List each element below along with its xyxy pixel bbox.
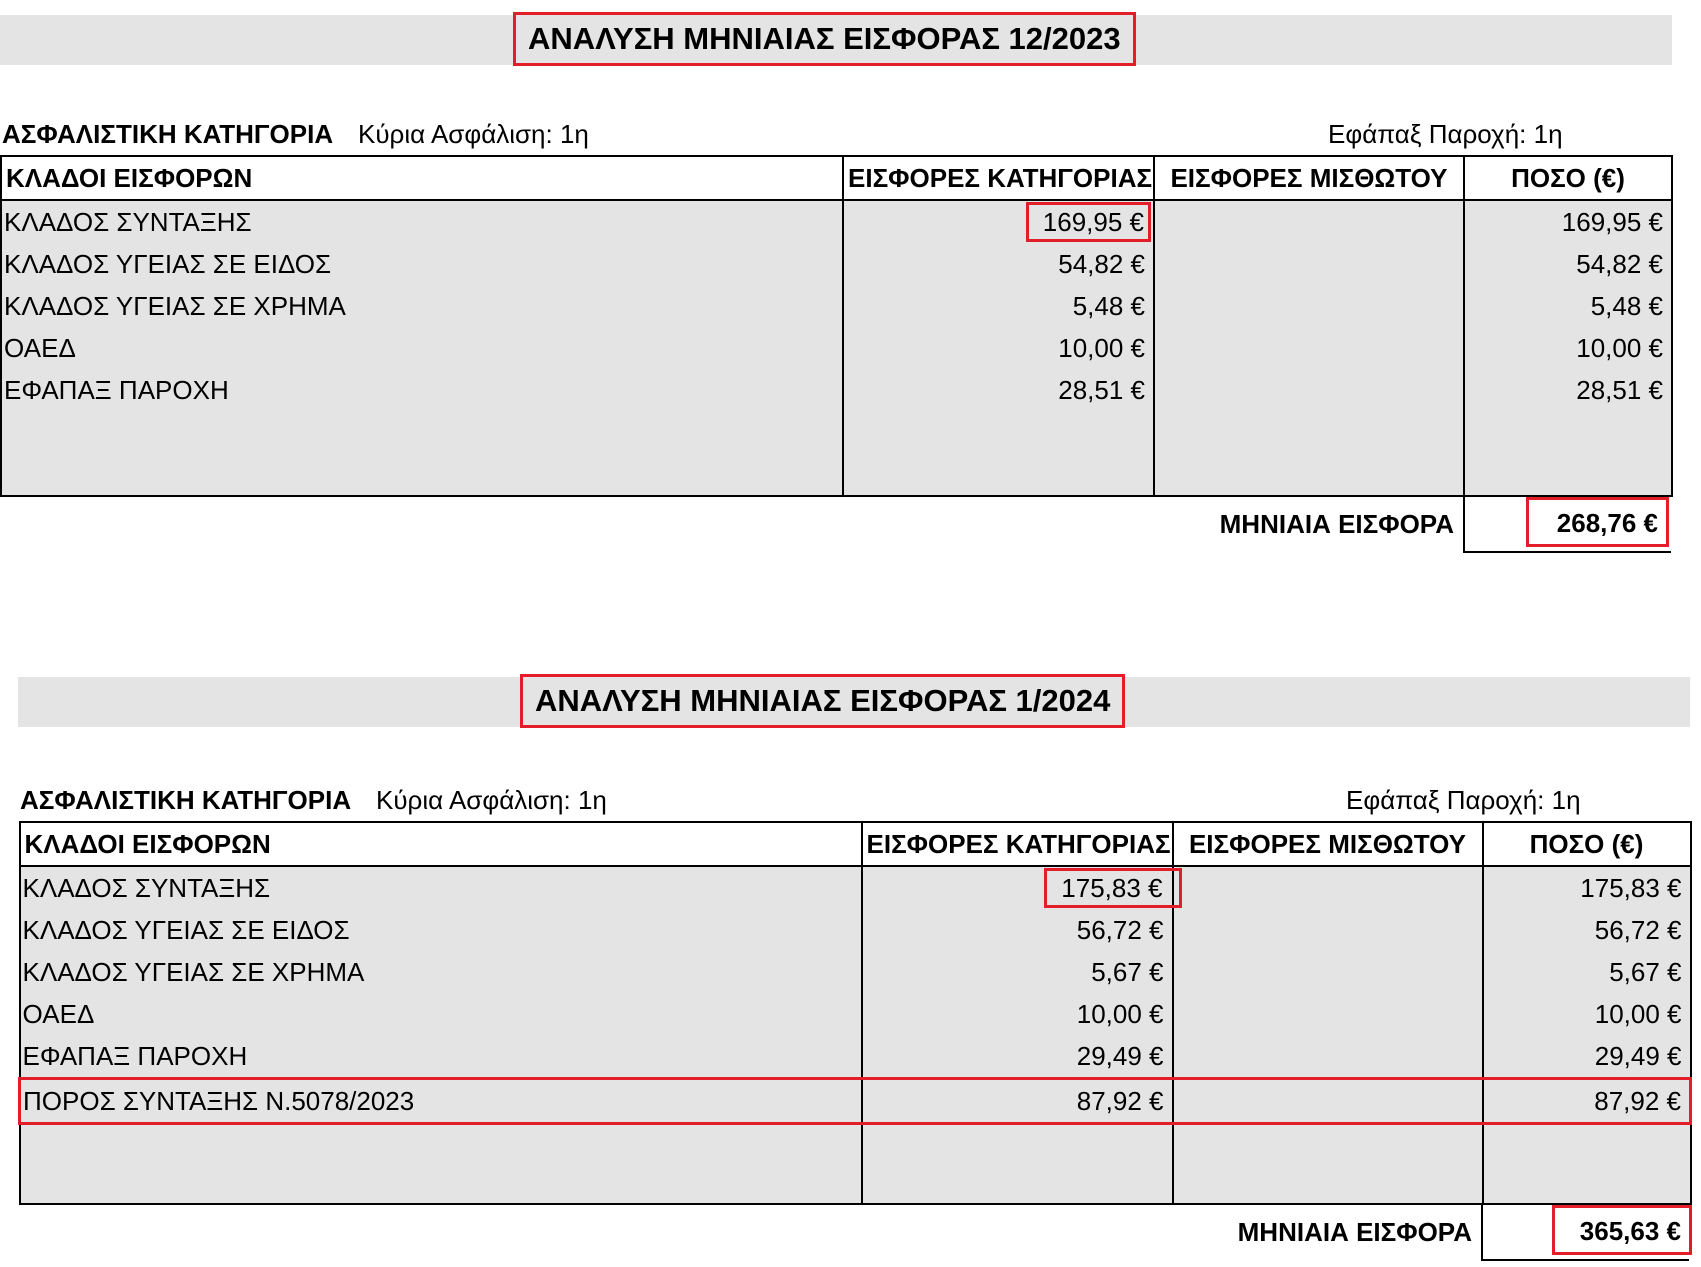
table-row: [1, 327, 1672, 369]
category-cell: [862, 866, 1173, 909]
table-header-row: [1, 156, 1672, 200]
category-cell: 10,00 €: [862, 993, 1173, 1035]
branch-cell: ΚΛΑΔΟΣ ΣΥΝΤΑΞΗΣ: [1, 200, 843, 243]
employee-cell: [1154, 200, 1464, 243]
total-label: ΜΗΝΙΑΙΑ ΕΙΣΦΟΡΑ: [1219, 509, 1454, 539]
category-cell: 56,72 €: [862, 909, 1173, 951]
amount-cell: 175,83 €: [1483, 866, 1691, 909]
contributions-table: [18, 821, 1692, 1205]
employee-cell: [1154, 285, 1464, 327]
contributions-table: [0, 155, 1673, 497]
highlighted-value: 169,95 €: [1026, 202, 1151, 242]
employee-cell: [1173, 909, 1483, 951]
table-row: [20, 1035, 1691, 1079]
amount-cell: 54,82 €: [1464, 243, 1672, 285]
amount-cell: 29,49 €: [1483, 1035, 1691, 1079]
lump-sum-value: Εφάπαξ Παροχή: 1η: [1328, 119, 1563, 149]
header-employee-contrib: ΕΙΣΦΟΡΕΣ ΜΙΣΘΩΤΟΥ: [1154, 156, 1464, 200]
category-cell: 5,48 €: [843, 285, 1154, 327]
category-cell: 54,82 €: [843, 243, 1154, 285]
insurance-category-row: [0, 113, 1672, 155]
insurance-category-label: ΑΣΦΑΛΙΣΤΙΚΗ ΚΑΤΗΓΟΡΙΑ: [20, 785, 352, 815]
employee-cell: [1173, 951, 1483, 993]
section-title: ΑΝΑΛΥΣΗ ΜΗΝΙΑΙΑΣ ΕΙΣΦΟΡΑΣ 1/2024: [520, 674, 1125, 728]
branch-cell: ΚΛΑΔΟΣ ΣΥΝΤΑΞΗΣ: [20, 866, 862, 909]
table-row: [20, 909, 1691, 951]
branch-cell: ΚΛΑΔΟΣ ΥΓΕΙΑΣ ΣΕ ΕΙΔΟΣ: [20, 909, 862, 951]
amount-cell: 28,51 €: [1464, 369, 1672, 411]
category-cell: 29,49 €: [862, 1035, 1173, 1079]
title-bar: [0, 15, 1672, 65]
employee-cell: [1173, 1079, 1483, 1124]
lump-sum-value: Εφάπαξ Παροχή: 1η: [1346, 785, 1581, 815]
table-row: [1, 369, 1672, 411]
amount-cell: 169,95 €: [1464, 200, 1672, 243]
branch-cell: ΕΦΑΠΑΞ ΠΑΡΟΧΗ: [1, 369, 843, 411]
table-row: [20, 951, 1691, 993]
amount-cell: 10,00 €: [1483, 993, 1691, 1035]
header-category-contrib: ΕΙΣΦΟΡΕΣ ΚΑΤΗΓΟΡΙΑΣ: [843, 156, 1154, 200]
total-value: 268,76 €: [1526, 497, 1669, 547]
header-amount: ΠΟΣΟ (€): [1464, 156, 1672, 200]
category-cell: 28,51 €: [843, 369, 1154, 411]
amount-cell: 5,67 €: [1483, 951, 1691, 993]
employee-cell: [1154, 327, 1464, 369]
empty-row: [20, 1124, 1691, 1205]
table-header-row: [20, 822, 1691, 866]
employee-cell: [1154, 243, 1464, 285]
header-employee-contrib: ΕΙΣΦΟΡΕΣ ΜΙΣΘΩΤΟΥ: [1173, 822, 1483, 866]
header-amount: ΠΟΣΟ (€): [1483, 822, 1691, 866]
table-row: [20, 993, 1691, 1035]
branch-cell: ΠΟΡΟΣ ΣΥΝΤΑΞΗΣ Ν.5078/2023: [20, 1079, 862, 1124]
main-insurance-value: Κύρια Ασφάλιση: 1η: [358, 119, 589, 149]
amount-cell: 10,00 €: [1464, 327, 1672, 369]
category-cell: 10,00 €: [843, 327, 1154, 369]
amount-cell: 5,48 €: [1464, 285, 1672, 327]
total-row: [0, 497, 1672, 553]
employee-cell: [1173, 993, 1483, 1035]
total-label: ΜΗΝΙΑΙΑ ΕΙΣΦΟΡΑ: [1237, 1217, 1472, 1247]
table-row: [1, 243, 1672, 285]
total-row: [18, 1205, 1690, 1261]
title-bar: [18, 677, 1690, 727]
branch-cell: ΚΛΑΔΟΣ ΥΓΕΙΑΣ ΣΕ ΧΡΗΜΑ: [1, 285, 843, 327]
category-cell: 5,67 €: [862, 951, 1173, 993]
branch-cell: ΕΦΑΠΑΞ ΠΑΡΟΧΗ: [20, 1035, 862, 1079]
header-category-contrib: ΕΙΣΦΟΡΕΣ ΚΑΤΗΓΟΡΙΑΣ: [862, 822, 1173, 866]
analysis-section-12-2023: [0, 15, 1672, 553]
insurance-category-row: [18, 779, 1690, 821]
analysis-section-1-2024: [18, 677, 1690, 1261]
highlighted-value: 175,83 €: [1044, 868, 1181, 908]
highlighted-table-row: [20, 1079, 1691, 1124]
branch-cell: ΟΑΕΔ: [1, 327, 843, 369]
employee-cell: [1173, 1035, 1483, 1079]
branch-cell: ΚΛΑΔΟΣ ΥΓΕΙΑΣ ΣΕ ΕΙΔΟΣ: [1, 243, 843, 285]
amount-cell: 87,92 €: [1483, 1079, 1691, 1124]
category-cell: 87,92 €: [862, 1079, 1173, 1124]
header-branches: ΚΛΑΔΟΙ ΕΙΣΦΟΡΩΝ: [20, 822, 862, 866]
employee-cell: [1173, 866, 1483, 909]
table-row: [1, 285, 1672, 327]
empty-row: [1, 411, 1672, 496]
table-row: [1, 200, 1672, 243]
main-insurance-value: Κύρια Ασφάλιση: 1η: [376, 785, 607, 815]
insurance-category-label: ΑΣΦΑΛΙΣΤΙΚΗ ΚΑΤΗΓΟΡΙΑ: [2, 119, 334, 149]
branch-cell: ΟΑΕΔ: [20, 993, 862, 1035]
total-value: 365,63 €: [1552, 1205, 1692, 1255]
header-branches: ΚΛΑΔΟΙ ΕΙΣΦΟΡΩΝ: [1, 156, 843, 200]
section-title: ΑΝΑΛΥΣΗ ΜΗΝΙΑΙΑΣ ΕΙΣΦΟΡΑΣ 12/2023: [513, 12, 1136, 66]
category-cell: [843, 200, 1154, 243]
amount-cell: 56,72 €: [1483, 909, 1691, 951]
table-row: [20, 866, 1691, 909]
employee-cell: [1154, 369, 1464, 411]
branch-cell: ΚΛΑΔΟΣ ΥΓΕΙΑΣ ΣΕ ΧΡΗΜΑ: [20, 951, 862, 993]
